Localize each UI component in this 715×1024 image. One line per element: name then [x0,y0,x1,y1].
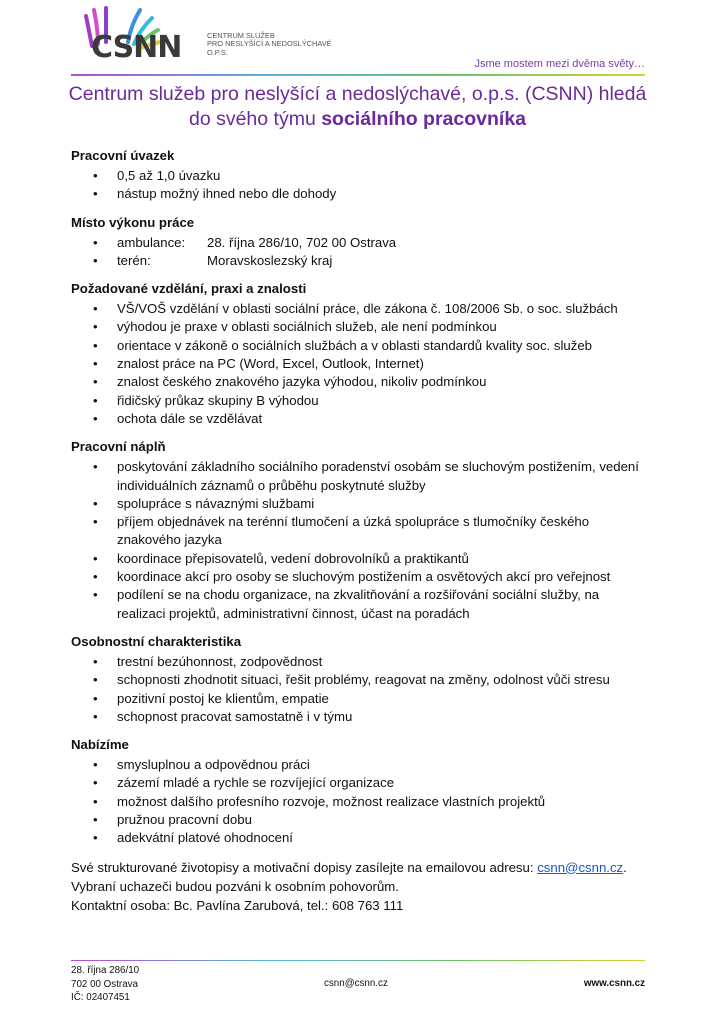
section-workload [71,147,649,204]
footer-address [71,964,139,1005]
list-item: • výhodou je praxe v oblasti sociálních služeb, ale není podmínkou [71,318,649,336]
list-item: • adekvátní platové ohodnocení [71,829,649,847]
contact-person: Kontaktní osoba: Bc. Pavlína Zarubová, tel.: 608 763 111 [71,897,404,913]
section-heading: Pracovní úvazek [71,148,175,163]
list-item: • podílení se na chodu organizace, na zkvalitňování a rozšiřování sociální služby, na realizaci projektů, administrativní činnost, účast na poradách [71,586,649,623]
header-divider [71,74,645,76]
job-description [71,147,649,915]
bullet-list [71,234,649,271]
footer-email: csnn@csnn.cz [324,978,388,989]
section-heading: Požadované vzdělání, praxi a znalosti [71,281,307,297]
email-link[interactable]: csnn@csnn.cz [537,859,624,875]
list-item: • 0,5 až 1,0 úvazku [71,167,649,185]
list-item: • koordinace akcí pro osoby se sluchovým postižením a osvětových akcí pro veřejnost [71,568,649,586]
logo-wordmark: CSNN [91,30,182,65]
application-instructions [71,858,649,877]
list-item: • řidičský průkaz skupiny B výhodou [71,392,649,410]
list-item: • znalost českého znakového jazyka výhodou, nikoliv podmínkou [71,373,649,391]
list-item: • znalost práce na PC (Word, Excel, Outlook, Internet) [71,355,649,373]
section-duties [71,438,649,623]
bullet-list [71,167,649,204]
title-position: sociálního pracovníka [321,108,527,130]
list-item [71,252,649,270]
footer-divider [71,960,645,961]
logo-subtitle-line: PRO NESLYŠÍCÍ A NEDOSLÝCHAVÉ [207,39,332,49]
section-heading: Nabízíme [71,737,129,753]
location-label: ambulance: [117,234,186,250]
list-item: • smysluplnou a odpovědnou práci [71,756,649,774]
list-item: • schopnost pracovat samostatně i v týmu [71,708,649,726]
section-heading: Pracovní náplň [71,439,166,455]
title-text: Centrum služeb pro neslyšící a nedoslýchavé, o.p.s. (CSNN) hledá do svého týmu [68,83,647,130]
list-item: • poskytování základního sociálního poradenství osobám se sluchovým postižením, vedení individuálních záznamů o průběhu poskytnuté služby [71,458,649,495]
location-value: Moravskoslezský kraj [207,252,333,268]
page-title [60,82,655,132]
section-personality [71,633,649,726]
list-item: • koordinace přepisovatelů, vedení dobrovolníků a praktikantů [71,550,649,568]
list-item: • spolupráce s návaznými službami [71,495,649,513]
location-label: terén: [117,252,151,268]
instructions-suffix: . [623,859,627,875]
bullet-list [71,756,649,847]
list-item [71,234,649,252]
location-value: 28. října 286/10, 702 00 Ostrava [207,234,397,250]
list-item: • příjem objednávek na terénní tlumočení a úzká spolupráce s tlumočníky českého znakového jazyka [71,513,649,550]
list-item: • orientace v zákoně o sociálních službách a v oblasti standardů kvality soc. služeb [71,337,649,355]
section-requirements [71,280,649,428]
bullet-list [71,653,649,726]
logo-subtitle-line: O.P.S. [207,47,228,57]
list-item: • VŠ/VOŠ vzdělání v oblasti sociální práce, dle zákona č. 108/2006 Sb. o soc. službách [71,300,649,318]
tagline: Jsme mostem mezi dvěma světy… [474,58,645,70]
bullet-list [71,300,649,428]
section-heading: Místo výkonu práce [71,214,195,230]
list-item: • nástup možný ihned nebo dle dohody [71,185,649,203]
logo-subtitle-line: CENTRUM SLUŽEB [207,31,275,40]
list-item: • trestní bezúhonnost, zodpovědnost [71,653,649,671]
list-item: • ochota dále se vzdělávat [71,410,649,428]
footer-website: www.csnn.cz [583,978,645,989]
list-item: • pozitivní postoj ke klientům, empatie [71,690,649,708]
list-item: • možnost dalšího profesního rozvoje, možnost realizace vlastních projektů [71,793,649,811]
closing-text [71,858,649,915]
section-heading: Osobnostní charakteristika [71,633,242,649]
bullet-list [71,458,649,623]
list-item: • zázemí mladé a rychle se rozvíjející organizace [71,774,649,792]
section-offer [71,736,649,847]
footer-address-line: 702 00 Ostrava [71,978,138,990]
footer-address-line: 28. října 286/10 [71,965,140,976]
section-location [71,214,649,271]
instructions-text: Své strukturované životopisy a motivační dopisy zasílejte na emailovou adresu: [71,859,538,875]
interview-note: Vybraní uchazeči budou pozváni k osobním pohovorům. [71,878,399,894]
footer-address-line: IČ: 02407451 [71,992,130,1003]
list-item: • schopnosti zhodnotit situaci, řešit problémy, reagovat na změny, odolnost vůči stresu [71,671,649,689]
list-item: • pružnou pracovní dobu [71,811,649,829]
logo-subtitle [207,32,332,57]
